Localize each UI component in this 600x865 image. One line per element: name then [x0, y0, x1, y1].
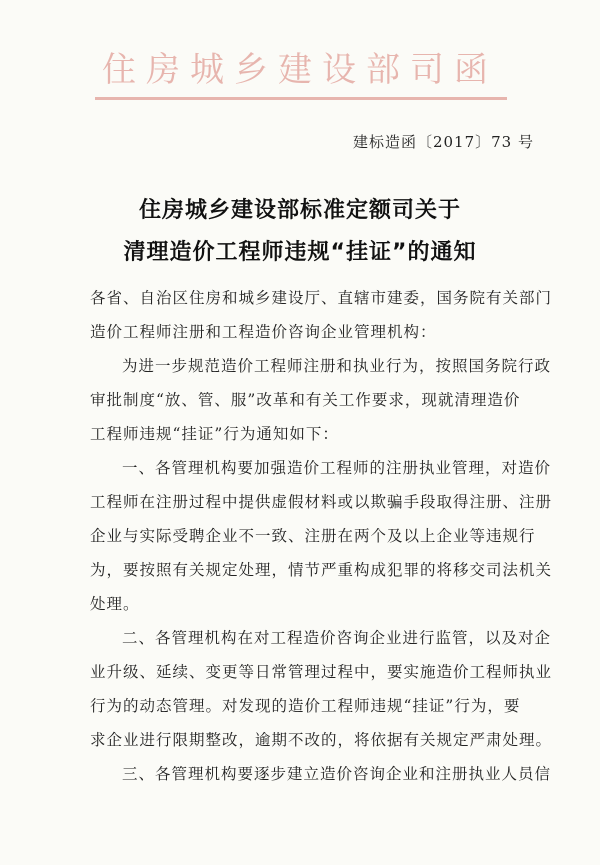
body-line: 为进一步规范造价工程师注册和执业行为，按照国务院行政 [122, 357, 552, 375]
body-line: 工程师违规“挂证”行为通知如下： [90, 425, 339, 443]
body-line: 业升级、延续、变更等日常管理过程中，要实施造价工程师执业 [90, 663, 553, 681]
body-line: 审批制度“放、管、服”改革和有关工作要求，现就清理造价 [90, 391, 521, 409]
body-line: 行为的动态管理。对发现的造价工程师违规“挂证”行为，要 [90, 697, 521, 715]
body-line: 一、各管理机构要加强造价工程师的注册执业管理，对造价 [122, 459, 552, 477]
letterhead-divider [95, 97, 507, 100]
body-line: 为，要按照有关规定处理，情节严重构成犯罪的将移交司法机关 [90, 561, 553, 579]
body-line: 企业与实际受聘企业不一致、注册在两个及以上企业等违规行 [90, 527, 536, 545]
body-line: 三、各管理机构要逐步建立造价咨询企业和注册执业人员信 [122, 765, 552, 783]
body-line: 二、各管理机构在对工程造价咨询企业进行监管，以及对企 [122, 629, 552, 647]
body-line: 处理。 [90, 595, 140, 613]
document-number: 建标造函〔2017〕73 号 [352, 133, 534, 151]
body-line: 各省、自治区住房和城乡建设厅、直辖市建委，国务院有关部门 [90, 289, 553, 307]
body-line: 求企业进行限期整改，逾期不改的，将依据有关规定严肃处理。 [90, 731, 553, 749]
body-line: 造价工程师注册和工程造价咨询企业管理机构： [90, 323, 437, 341]
body-line: 工程师在注册过程中提供虚假材料或以欺骗手段取得注册、注册 [90, 493, 553, 511]
letterhead-title: 住房城乡建设部司函 [102, 50, 498, 90]
document-title-line-2: 清理造价工程师违规“挂证”的通知 [123, 240, 477, 265]
document-title-line-1: 住房城乡建设部标准定额司关于 [138, 198, 461, 223]
